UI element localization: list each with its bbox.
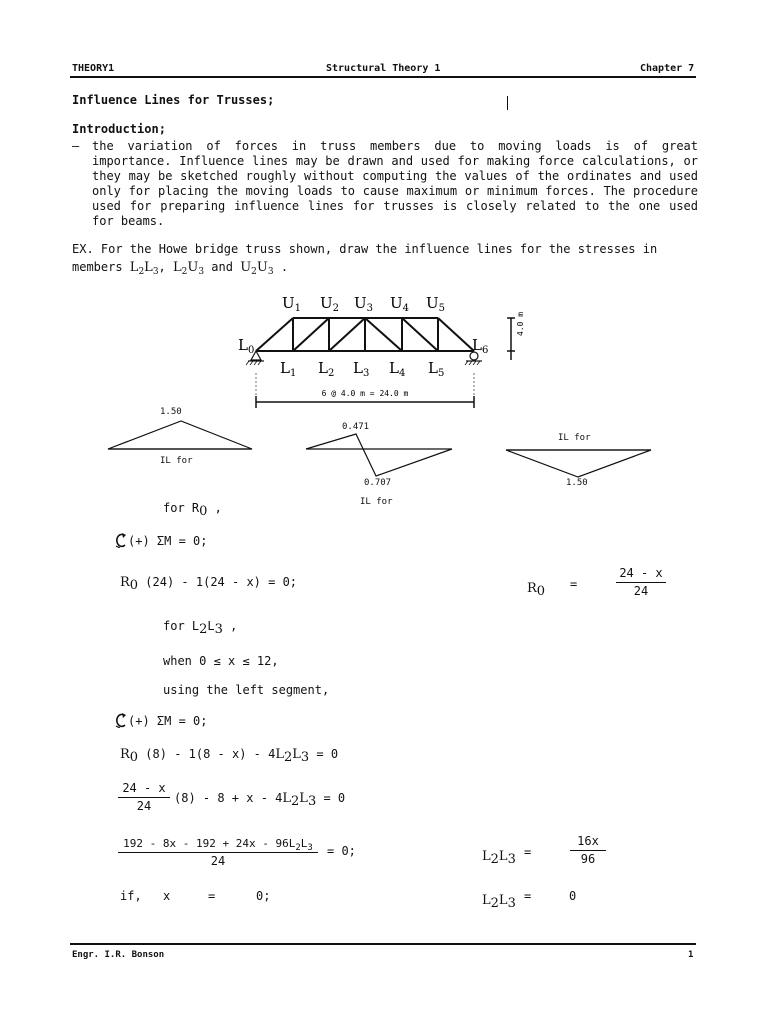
header-left: THEORY1 — [72, 63, 115, 74]
label-l4: $L_4$ — [389, 359, 406, 379]
label-l0: $L_0$ — [238, 336, 255, 356]
example-line2: members $L_2L_3$, $L_2U_3$ and $U_2U_3$ . — [72, 260, 289, 277]
using-left-segment: using the left segment, — [163, 683, 330, 697]
result-5-eq: = — [524, 889, 532, 903]
member-l2l3: $L_2L_3$ — [129, 260, 159, 277]
result-4-lhs: $L_2L_3$ — [482, 849, 516, 867]
howe-truss-diagram — [232, 288, 532, 418]
intro-paragraph — [72, 139, 698, 231]
when-condition: when 0 ≤ x ≤ 12, — [163, 654, 279, 668]
result-5-lhs: $L_2L_3$ — [482, 893, 516, 911]
result-5-value: 0 — [569, 889, 577, 903]
example-prefix: members — [72, 260, 130, 274]
label-l5: $L_5$ — [428, 359, 445, 379]
r0-result-fraction: 24 - x 24 — [616, 566, 666, 599]
page-title: Influence Lines for Trusses; — [72, 93, 275, 107]
if-value: 0; — [256, 889, 271, 903]
r0-result-eq: = — [570, 577, 578, 591]
example-line1: EX. For the Howe bridge truss shown, draw the influence lines for the stresses in — [72, 242, 658, 256]
equation-2: $R_0$ $(8) - 1(8 - x) - 4L_2L_3 = 0$ — [120, 747, 339, 765]
if-x: x — [163, 889, 171, 903]
label-u5: $U_5$ — [426, 294, 446, 314]
r0-result-lhs: $R_0$ — [527, 581, 546, 599]
result-4-fraction: 16x 96 — [570, 834, 606, 867]
label-u2: $U_2$ — [320, 294, 340, 314]
equation-4-fraction: $192 - 8x - 192 + 24x - 96L_2L_3$ 24 — [118, 836, 318, 869]
header-center: Structural Theory 1 — [326, 63, 441, 74]
label-l2: $L_2$ — [318, 359, 335, 379]
equation-4-end: = 0; — [327, 844, 356, 858]
label-l1: $L_1$ — [280, 359, 297, 379]
result-4-eq: = — [524, 845, 532, 859]
label-u4: $U_4$ — [390, 294, 410, 314]
header-right: Chapter 7 — [640, 63, 695, 74]
il3-caption: IL for — [558, 433, 591, 443]
il-diagram-2 — [300, 420, 460, 480]
footer-rule — [70, 943, 696, 945]
intro-text: the variation of forces in truss members due to moving loads is of great importance. Influence lines may be drawn and used for making force calculations, or they may be sketched roughly without computing the values of the ordinates and used only for placing the moving loads to cause maximum or minimum forces. The procedure used for preparing influence lines for trusses is closely related to the one used for beams. — [92, 139, 698, 228]
if-label: if, — [120, 889, 142, 903]
margin-mark — [507, 96, 511, 110]
if-eq: = — [208, 889, 216, 903]
il2-value-top: 0.471 — [342, 422, 370, 432]
label-l3: $L_3$ — [353, 359, 370, 379]
moment-icon-2 — [114, 712, 128, 728]
page-number: 1 — [688, 950, 694, 960]
header-rule — [70, 76, 696, 78]
moment-eq-2: (+) ΣM = 0; — [128, 714, 208, 728]
span-label: 6 @ 4.0 m = 24.0 m — [321, 389, 409, 398]
label-l6: $L_6$ — [472, 336, 489, 356]
moment-eq-1: (+) ΣM = 0; — [128, 534, 208, 548]
member-l2u3: $L_2U_3$ — [173, 260, 205, 277]
height-label: 4.0 m — [516, 311, 525, 337]
il2-caption: IL for — [360, 497, 393, 507]
for-l2l3: for $L_2L_3$ , — [163, 619, 238, 637]
il2-value-bottom: 0.707 — [364, 478, 392, 488]
intro-heading: Introduction; — [72, 122, 166, 136]
label-u3: $U_3$ — [354, 294, 374, 314]
il3-value: 1.50 — [566, 478, 588, 488]
il1-caption: IL for — [160, 456, 193, 466]
moment-icon — [114, 532, 128, 548]
intro-bullet: – — [72, 139, 80, 153]
for-r0: for $R_0$ , — [163, 501, 222, 519]
r0-equation: $R_0$ (24) - 1(24 - x) = 0; — [120, 575, 298, 593]
equation-3-fraction: 24 - x 24 — [118, 781, 170, 814]
il1-value: 1.50 — [160, 407, 182, 417]
equation-3-rest: $(8) - 8 + x - 4L_2L_3 = 0$ — [174, 791, 346, 809]
footer-left: Engr. I.R. Bonson — [72, 950, 165, 960]
label-u1: $U_1$ — [282, 294, 302, 314]
member-u2u3: $U_2U_3$ — [240, 260, 274, 277]
